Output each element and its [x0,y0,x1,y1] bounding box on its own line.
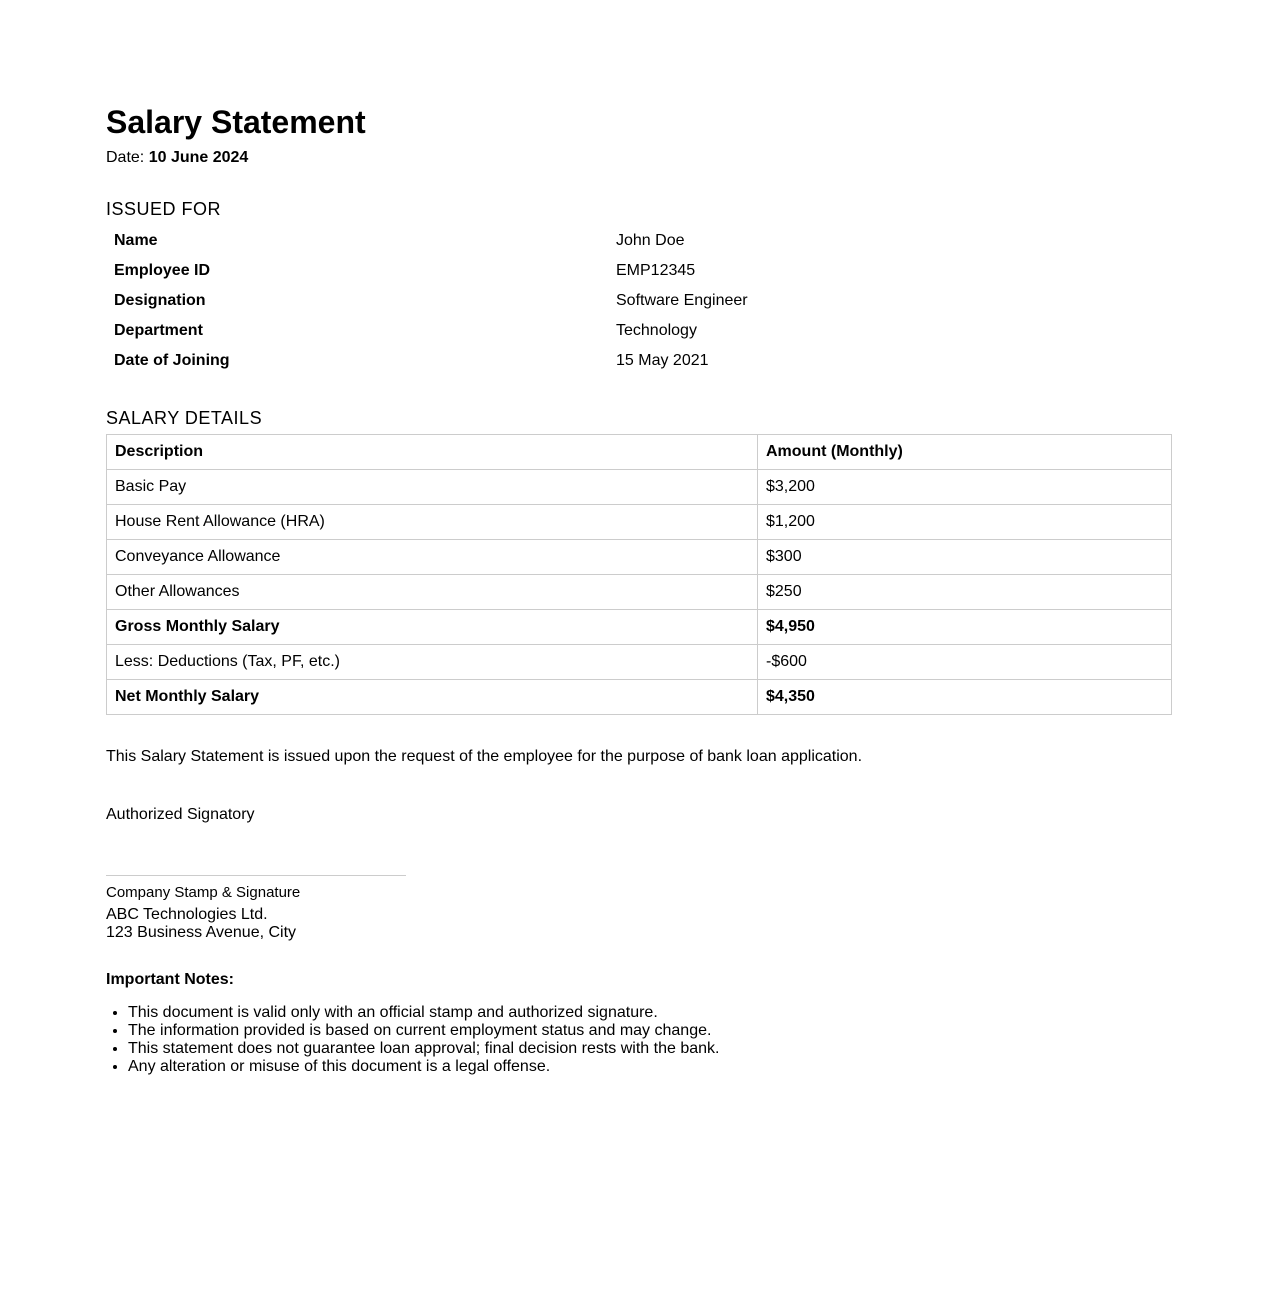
salary-details-heading: SALARY DETAILS [106,408,263,428]
notes-list [106,1004,1172,1076]
info-label: Designation [114,292,206,309]
row-amount: $4,950 [758,610,1172,645]
list-item: • The information provided is based on current employment status and may change. [128,1022,1172,1040]
row-description: Less: Deductions (Tax, PF, etc.) [107,645,758,680]
info-row-department [106,316,1172,346]
table-row [107,575,1172,610]
info-row-employee-id [106,256,1172,286]
column-header-amount: Amount (Monthly) [758,435,1172,470]
row-amount: $4,350 [758,680,1172,715]
table-row [107,540,1172,575]
info-value: John Doe [616,232,685,249]
info-row-date-of-joining [106,346,1172,376]
list-item: • This document is valid only with an official stamp and authorized signature. [128,1004,1172,1022]
row-amount: $300 [758,540,1172,575]
document-title: Salary Statement [106,104,366,140]
info-row-designation [106,286,1172,316]
info-label: Date of Joining [114,352,230,369]
info-value: Technology [616,322,697,339]
purpose-statement: This Salary Statement is issued upon the request of the employee for the purpose of bank loan application. [106,748,863,765]
table-row [107,505,1172,540]
company-name: ABC Technologies Ltd. [106,906,268,923]
info-label: Department [114,322,203,339]
table-row [107,470,1172,505]
salary-details-table [106,434,1172,715]
info-label: Employee ID [114,262,211,279]
issued-for-heading: ISSUED FOR [106,199,222,219]
salary-statement-document [106,102,1172,1076]
row-amount: -$600 [758,645,1172,680]
row-amount: $3,200 [758,470,1172,505]
row-description: Conveyance Allowance [107,540,758,575]
row-description: Net Monthly Salary [107,680,758,715]
stamp-signature-label: Company Stamp & Signature [106,884,301,901]
net-salary-row [107,680,1172,715]
row-description: Other Allowances [107,575,758,610]
info-value: EMP12345 [616,262,696,279]
important-notes-heading: Important Notes: [106,971,234,988]
date-line [106,148,1172,168]
company-address: 123 Business Avenue, City [106,924,297,941]
column-header-description: Description [107,435,758,470]
date-label: Date: [106,149,145,166]
list-item: • Any alteration or misuse of this document is a legal offense. [128,1058,1172,1076]
list-item: • This statement does not guarantee loan approval; final decision rests with the bank. [128,1040,1172,1058]
row-amount: $1,200 [758,505,1172,540]
table-header-row [107,435,1172,470]
authorized-signatory-label: Authorized Signatory [106,806,255,823]
issued-for-table [106,226,1172,376]
date-value: 10 June 2024 [148,149,249,166]
row-description: Basic Pay [107,470,758,505]
info-value: 15 May 2021 [616,352,709,369]
gross-salary-row [107,610,1172,645]
info-label: Name [114,232,158,249]
row-description: House Rent Allowance (HRA) [107,505,758,540]
row-amount: $250 [758,575,1172,610]
info-row-name [106,226,1172,256]
table-row [107,645,1172,680]
row-description: Gross Monthly Salary [107,610,758,645]
info-value: Software Engineer [616,292,748,309]
company-block [106,906,1172,942]
signature-line [106,875,406,876]
